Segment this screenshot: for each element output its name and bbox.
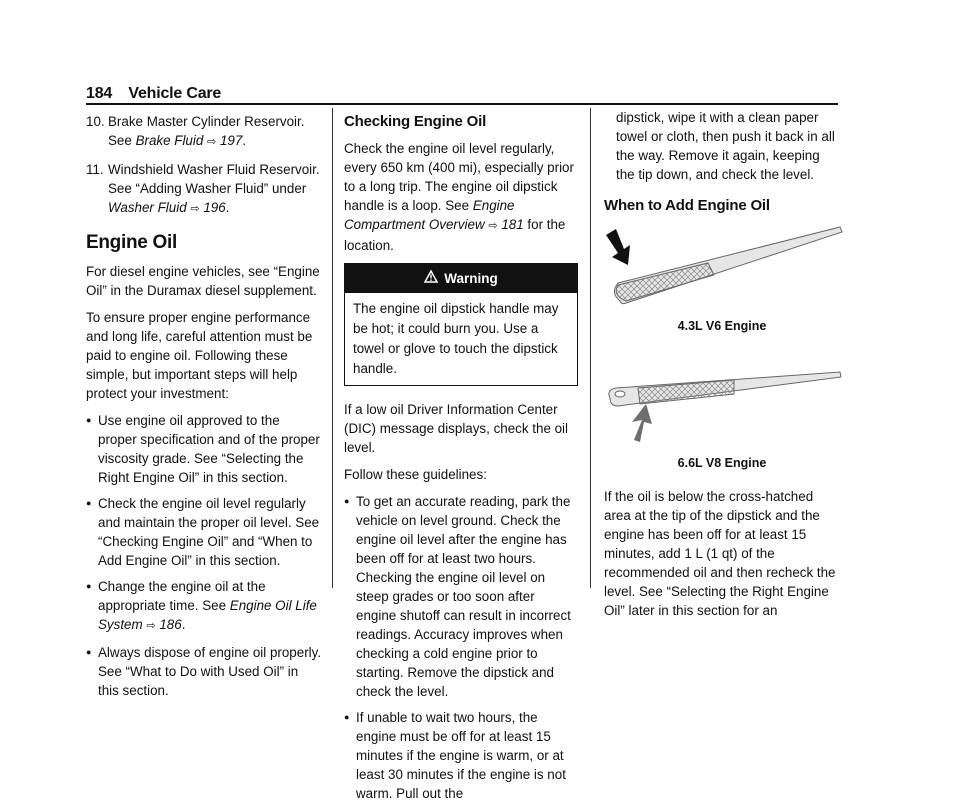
figure-caption-v6: 4.3L V6 Engine bbox=[677, 319, 767, 333]
item-number: 10. bbox=[86, 114, 105, 129]
punct: . bbox=[225, 200, 230, 215]
warning-box bbox=[344, 263, 578, 386]
xref-label[interactable]: Engine Oil Life System bbox=[98, 598, 317, 632]
figure-caption-v8: 6.6L V8 Engine bbox=[677, 456, 767, 470]
paragraph-add-oil: If the oil is below the cross-hatched area at the tip of the dipstick and the engine has been off for at least 15 minutes, add 1 L (1 qt) of the recommended oil and then recheck the level. See “Selecting the Right Engine Oil” later in this section for an bbox=[604, 489, 836, 618]
paragraph-diesel: For diesel engine vehicles, see “Engine Oil” in the Duramax diesel supplement. bbox=[86, 264, 320, 298]
warning-body: The engine oil dipstick handle may be hot; it could burn you. Use a towel or glove to touch the dipstick handle. bbox=[353, 301, 559, 376]
bullet-list bbox=[344, 492, 578, 803]
item-10-text: Brake Master Cylinder Reservoir. See bbox=[108, 114, 305, 148]
xref-link[interactable] bbox=[136, 133, 243, 148]
arrow-icon bbox=[606, 229, 630, 265]
punct: . bbox=[242, 133, 247, 148]
list-item: ● Change the engine oil at the appropriate time. See Engine Oil Life System ⇨ 186. bbox=[86, 577, 322, 636]
page-reference-arrow-icon: ⇨ bbox=[146, 620, 156, 632]
arrow-icon bbox=[632, 404, 652, 442]
item-11-text: Windshield Washer Fluid Reservoir. See “Adding Washer Fluid” under bbox=[108, 162, 320, 196]
section-heading-when-to-add: When to Add Engine Oil bbox=[604, 197, 770, 214]
page-header bbox=[86, 84, 221, 103]
column-2 bbox=[344, 112, 578, 811]
xref-label[interactable]: Engine Compartment Overview bbox=[344, 198, 515, 232]
warning-icon bbox=[424, 269, 438, 288]
dipstick-v6-image bbox=[604, 223, 844, 313]
warning-title: Warning bbox=[444, 271, 498, 286]
xref-page[interactable]: 186 bbox=[159, 617, 182, 632]
page-reference-arrow-icon: ⇨ bbox=[488, 220, 498, 232]
item-text bbox=[108, 160, 322, 219]
paragraph-dic: If a low oil Driver Information Center (DIC) message displays, check the oil level. bbox=[344, 402, 569, 455]
list-item: ● To get an accurate reading, park the vehicle on level ground. Check the engine oil level after the engine has been off for at least two hours. Checking the engine oil level on steep grades or too soon after engine shutoff can result in incorrect readings. Accuracy improves when checking a cold engine prior to starting. Remove the dipstick and check the level. bbox=[344, 492, 578, 701]
item-text bbox=[108, 112, 322, 152]
page-reference-arrow-icon: ⇨ bbox=[207, 136, 217, 148]
xref-label[interactable]: Washer Fluid bbox=[108, 200, 187, 215]
page-number: 184 bbox=[86, 85, 113, 102]
dipstick-v8-image bbox=[604, 368, 844, 448]
column-3 bbox=[604, 112, 840, 628]
section-heading-checking-oil: Checking Engine Oil bbox=[344, 113, 487, 130]
xref-link[interactable] bbox=[108, 200, 226, 215]
list-item: ● Check the engine oil level regularly and maintain the proper oil level. See “Checking Engine Oil” and “When to Add Engine Oil” in this section. bbox=[86, 494, 322, 570]
xref-page[interactable]: 196 bbox=[203, 200, 226, 215]
section-title: Vehicle Care bbox=[128, 85, 222, 102]
warning-header bbox=[345, 264, 577, 293]
list-item: ● Always dispose of engine oil properly. See “What to Do with Used Oil” in this section. bbox=[86, 643, 322, 700]
list-item: ● Use engine oil approved to the proper specification and of the proper viscosity grade. See “Selecting the Right Engine Oil” in this section. bbox=[86, 411, 322, 487]
paragraph-continued: dipstick, wipe it with a clean paper towel or cloth, then push it back in all the way. Remove it again, keeping the tip down, and check the level. bbox=[616, 110, 835, 182]
bullet-text: Change the engine oil at the appropriate time. See bbox=[98, 579, 266, 613]
list-item-10 bbox=[86, 112, 322, 152]
bullet-list bbox=[86, 411, 322, 700]
column-divider-2 bbox=[590, 108, 591, 588]
dipstick-figure-v8 bbox=[604, 368, 848, 448]
page-reference-arrow-icon: ⇨ bbox=[190, 203, 200, 215]
paragraph-check bbox=[344, 139, 578, 255]
paragraph-guidelines: Follow these guidelines: bbox=[344, 467, 487, 482]
column-1 bbox=[86, 112, 322, 708]
column-divider-1 bbox=[332, 108, 333, 588]
list-item: ● If unable to wait two hours, the engine must be off for at least 15 minutes if the engine is warm, or at least 30 minutes if the engine is not warm. Pull out the bbox=[344, 708, 578, 803]
xref-label[interactable]: Brake Fluid bbox=[135, 133, 204, 148]
section-heading-engine-oil: Engine Oil bbox=[86, 232, 177, 253]
header-rule bbox=[86, 103, 838, 105]
dipstick-figure-v6 bbox=[604, 223, 848, 313]
list-item-11 bbox=[86, 160, 322, 219]
paragraph-text: for the location. bbox=[344, 217, 566, 253]
paragraph-intro: To ensure proper engine performance and long life, careful attention must be paid to engine oil. Following these simple, but important steps will help protect your investment: bbox=[86, 310, 313, 401]
xref-page[interactable]: 181 bbox=[501, 217, 524, 232]
paragraph-text: Check the engine oil level regularly, every 650 km (400 mi), especially prior to a long trip. The engine oil dipstick handle is a loop. See bbox=[344, 141, 574, 213]
xref-page[interactable]: 197 bbox=[219, 133, 243, 148]
item-number: 11. bbox=[86, 162, 104, 177]
